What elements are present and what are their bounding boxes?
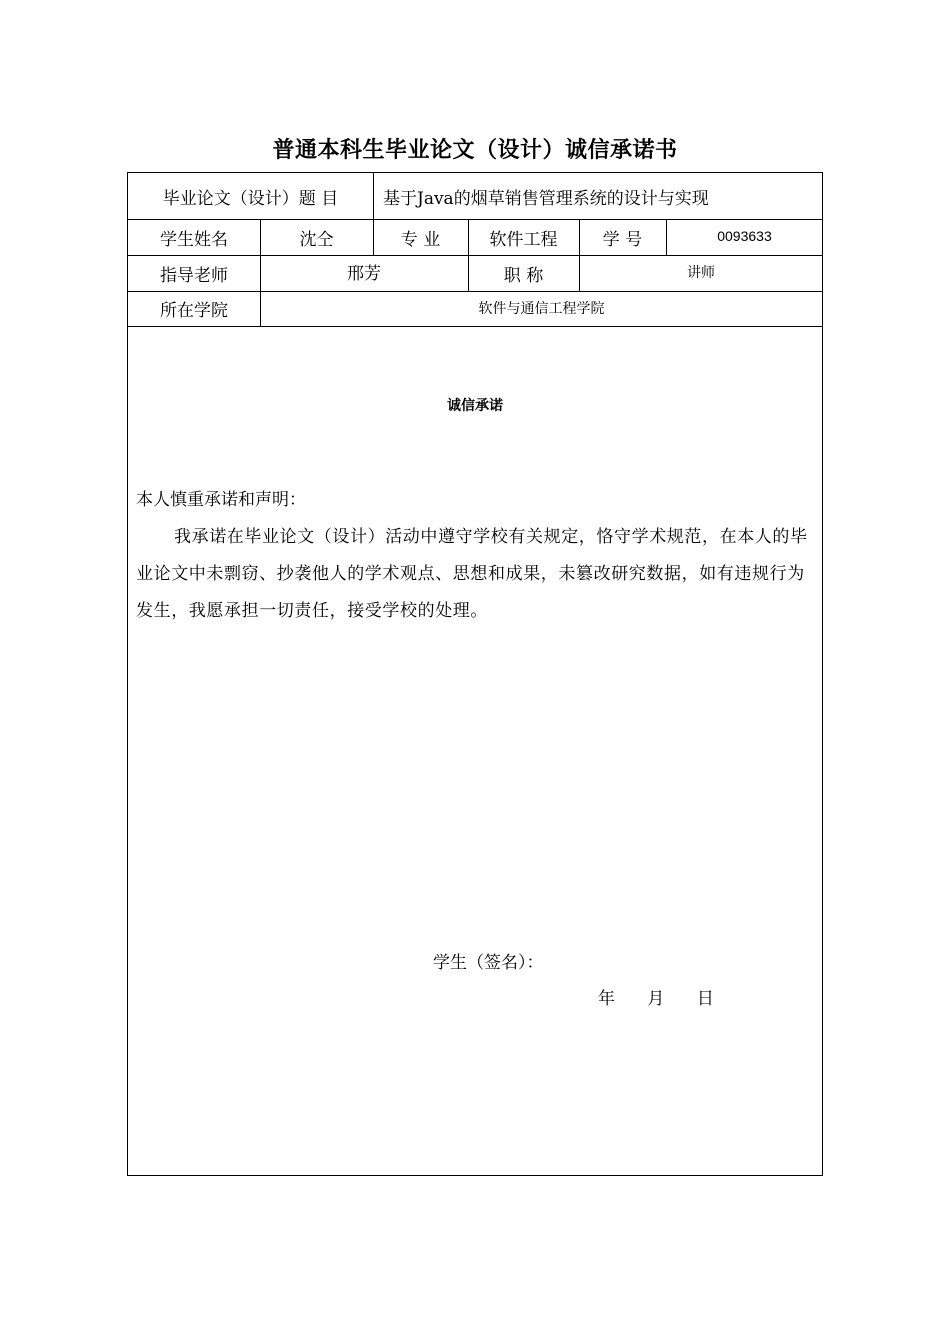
pledge-form [127, 172, 823, 1176]
major-label: 专 业 [400, 229, 441, 250]
signature-label: 学生（签名）： [433, 953, 544, 973]
rank-value: 讲师 [687, 264, 715, 281]
rank-label: 职 称 [503, 265, 544, 286]
document-title: 普通本科生毕业论文（设计）诚信承诺书 [272, 138, 678, 163]
student-name-value: 沈仝 [299, 229, 334, 250]
college-label: 所在学院 [160, 301, 228, 321]
pledge-heading: 诚信承诺 [447, 398, 503, 414]
row-divider [128, 326, 822, 327]
date-label: 年 月 日 [598, 989, 714, 1009]
student-name-label: 学生姓名 [160, 229, 228, 250]
thesis-title-label: 毕业论文（设计）题 目 [162, 188, 339, 209]
major-value: 软件工程 [489, 229, 558, 250]
advisor-label: 指导老师 [160, 265, 228, 286]
student-id-value: 0093633 [717, 227, 772, 244]
pledge-intro: 本人慎重承诺和声明： [136, 490, 306, 510]
pledge-text: 我承诺在毕业论文（设计）活动中遵守学校有关规定，恪守学术规范，在本人的毕业论文中未剽窃、抄袭他人的学术观点、思想和成果，未篡改研究数据，如有违规行为发生，我愿承担一切责任，接受学校的处理。 [136, 527, 808, 621]
college-value: 软件与通信工程学院 [478, 300, 605, 317]
advisor-value: 邢芳 [347, 264, 381, 284]
thesis-title-value: 基于Java的烟草销售管理系统的设计与实现 [383, 188, 709, 209]
student-id-label: 学 号 [602, 229, 643, 250]
